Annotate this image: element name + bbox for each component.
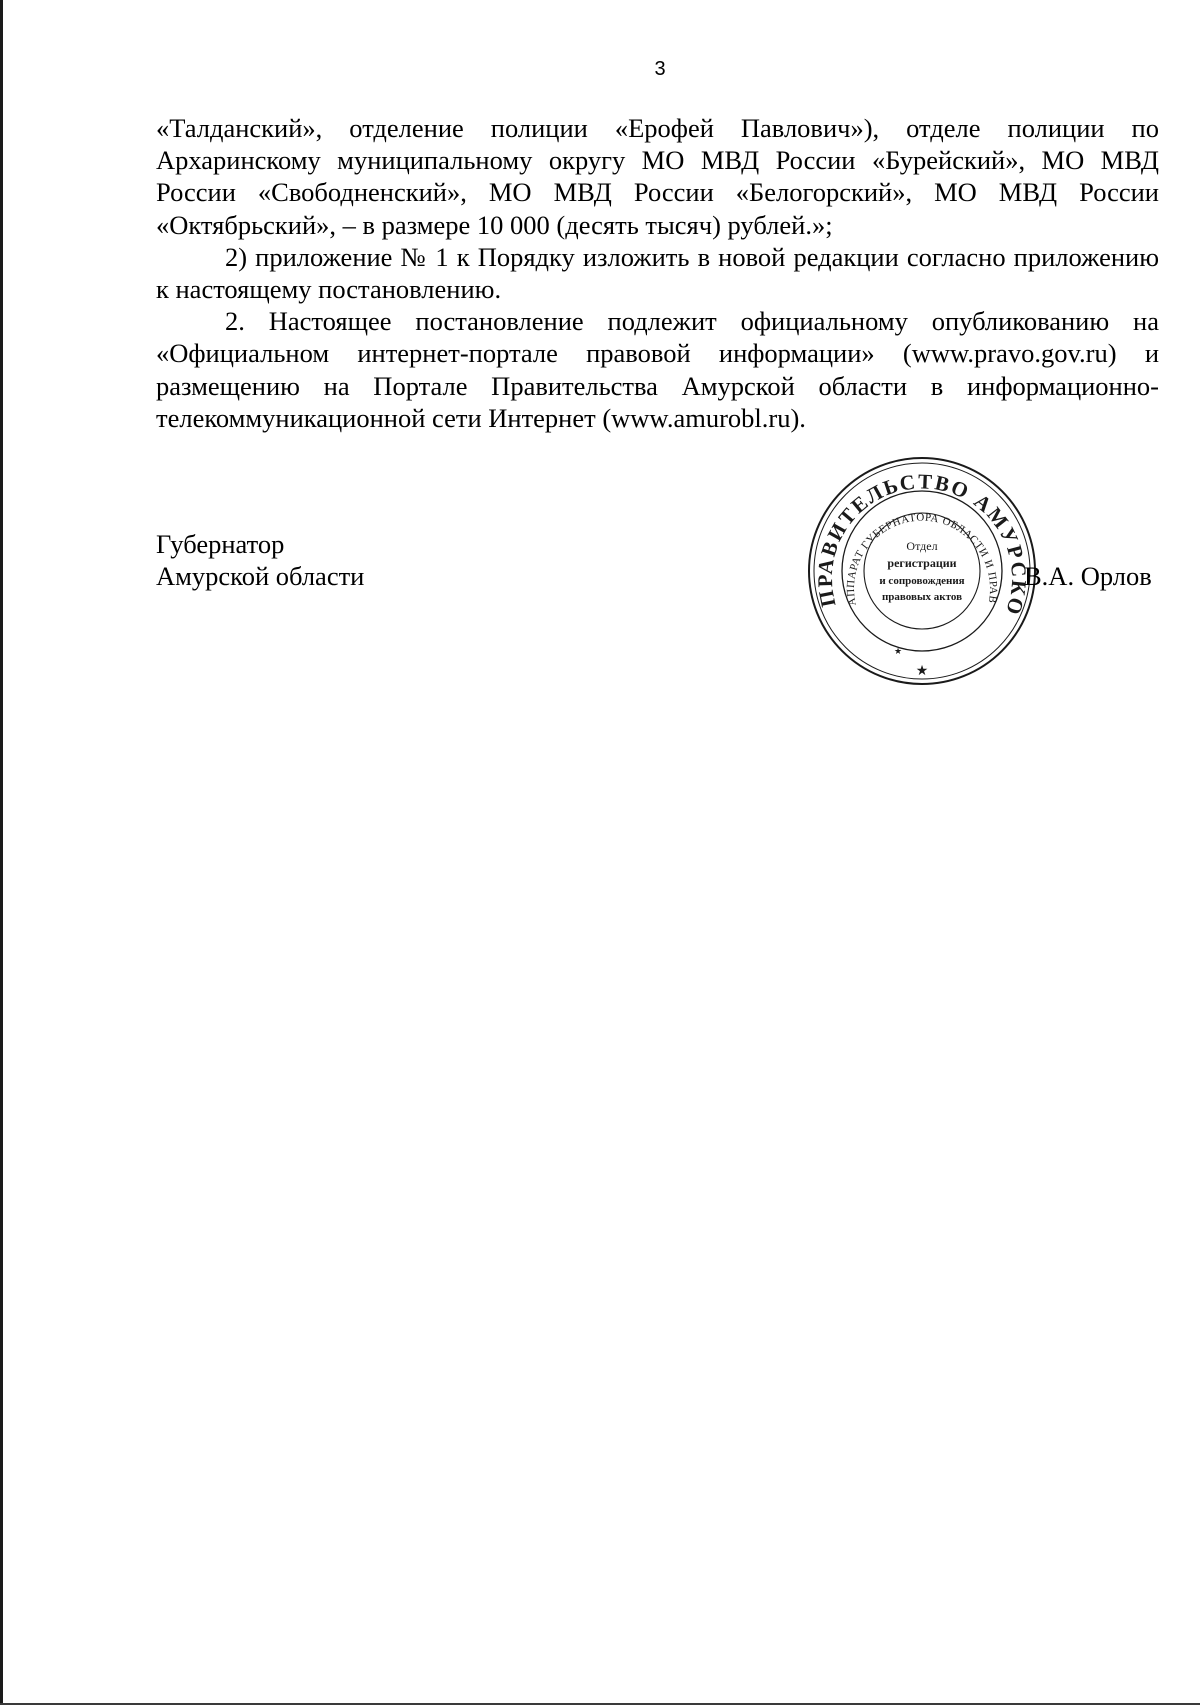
signatory-name: В.А. Орлов (1024, 561, 1152, 591)
seal-outer-text: ПРАВИТЕЛЬСТВО АМУРСКО (812, 469, 1032, 620)
paragraph-appendix-item: 2) приложение № 1 к Порядку изложить в новой редакции согласно приложению к настоящему постановлению. (156, 241, 1159, 305)
seal-graphic (806, 455, 1038, 687)
signatory-position-line1: Губернатор (156, 529, 285, 559)
document-body (156, 112, 1159, 434)
seal-center-line2: регистрации (887, 556, 957, 570)
seal-center-line4: правовых актов (881, 591, 963, 603)
seal-star-icon: ★ (915, 664, 929, 679)
page-number: 3 (654, 58, 666, 80)
seal-center-line1: Отдел (906, 539, 938, 553)
paragraph-continuation: «Талданский», отделение полиции «Ерофей Павлович»), отделе полиции по Архаринскому муниципальному округу МО МВД России «Бурейский», МО МВД России «Свободненский», МО МВД России «Белогорский», МО МВД России «Октябрьский», – в размере 10 000 (десять тысяч) рублей.»; (156, 113, 1159, 240)
scan-edge-left (0, 0, 3, 1705)
seal-inner-text: АППАРАТ ГУБЕРНАТОРА ОБЛАСТИ И ПРАВ (844, 511, 1000, 607)
signatory-position-line2: Амурской области (156, 561, 365, 591)
official-seal (806, 455, 1038, 687)
seal-outer-ring-inner (814, 463, 1030, 679)
signatory-position (156, 528, 364, 592)
seal-small-star-icon: ★ (893, 646, 903, 656)
paragraph-publication: 2. Настоящее постановление подлежит официальному опубликованию на «Официальном интернет-портале правовой информации» (www.pravo.gov.ru) и размещению на Портале Правительства Амурской области в информационно-телекоммуникационной сети Интернет (www.amurobl.ru). (156, 306, 1159, 433)
seal-center-line3: и сопровождения (879, 575, 965, 587)
